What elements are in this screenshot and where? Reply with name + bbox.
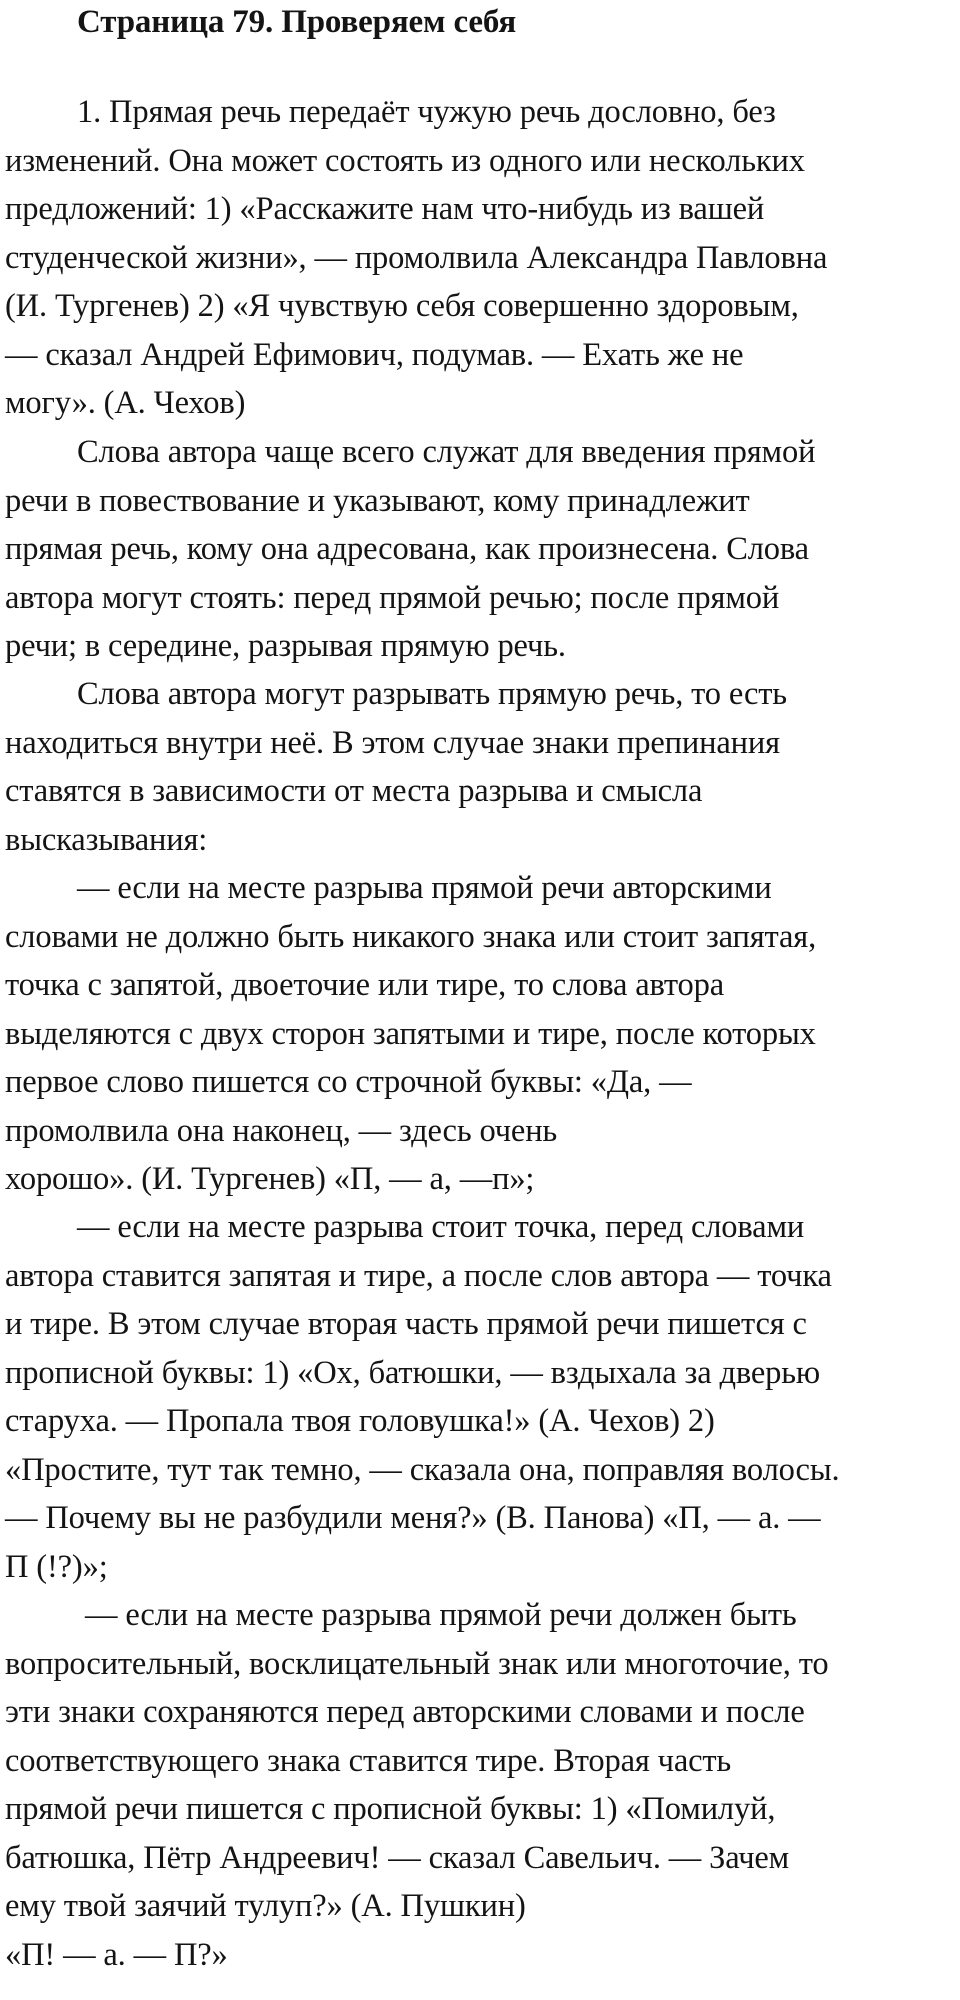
text-line: соответствующего знака ставится тире. Вторая часть xyxy=(5,1742,732,1779)
text-line: Слова автора чаще всего служат для введения прямой xyxy=(77,434,816,470)
text-line: студенческой жизни», — промолвила Александра Павловна xyxy=(5,239,828,276)
text-line: ставятся в зависимости от места разрыва и смысла xyxy=(5,773,703,809)
text-line: прямая речь, кому она адресована, как произнесена. Слова xyxy=(5,531,809,567)
text-line: первое слово пишется со строчной буквы: «Да, — xyxy=(5,1064,692,1100)
text-line: прямой речи пишется с прописной буквы: 1) «Помилуй, xyxy=(5,1791,776,1827)
text-line: — сказал Андрей Ефимович, подумав. — Ехать же не xyxy=(5,336,744,373)
paragraph-rule-question-exclamation xyxy=(5,1591,955,1979)
text-line: ему твой заячий тулуп?» (А. Пушкин) xyxy=(5,1888,526,1924)
text-line: — если на месте разрыва прямой речи авторскими xyxy=(77,870,772,906)
text-line: П (!?)»; xyxy=(5,1548,108,1585)
text-line: старуха. — Пропала твоя головушка!» (А. Чехов) 2) xyxy=(5,1403,715,1439)
text-line: прописной буквы: 1) «Ох, батюшки, — вздыхала за дверью xyxy=(5,1354,821,1391)
text-line: — Почему вы не разбудили меня?» (В. Панова) «П, — а. — xyxy=(5,1500,821,1536)
text-line: могу». (А. Чехов) xyxy=(5,385,246,421)
text-line: «П! — а. — П?» xyxy=(5,1936,228,1973)
text-line: словами не должно быть никакого знака или стоит запятая, xyxy=(5,918,817,955)
text-line: автора ставится запятая и тире, а после слов автора — точка xyxy=(5,1257,832,1294)
text-line: автора могут стоять: перед прямой речью; после прямой xyxy=(5,579,780,616)
text-line: предложений: 1) «Расскажите нам что-нибудь из вашей xyxy=(5,191,765,227)
text-line: 1. Прямая речь передаёт чужую речь дословно, без xyxy=(77,94,776,130)
text-line: батюшка, Пётр Андреевич! — сказал Савельич. — Зачем xyxy=(5,1839,790,1876)
text-line: выделяются с двух сторон запятыми и тире, после которых xyxy=(5,1015,816,1052)
text-line: Слова автора могут разрывать прямую речь, то есть xyxy=(77,676,787,712)
text-line: точка с запятой, двоеточие или тире, то слова автора xyxy=(5,967,724,1003)
paragraph-interrupted-speech xyxy=(5,670,955,864)
text-line: «Простите, тут так темно, — сказала она, поправляя волосы. xyxy=(5,1451,840,1488)
text-line: речи в повествование и указывают, кому принадлежит xyxy=(5,482,750,519)
text-line: — если на месте разрыва стоит точка, перед словами xyxy=(77,1209,805,1245)
text-line: изменений. Она может состоять из одного или нескольких xyxy=(5,142,805,179)
paragraph-rule-comma-dash xyxy=(5,864,955,1204)
text-line: высказывания: xyxy=(5,821,208,858)
text-line: эти знаки сохраняются перед авторскими словами и после xyxy=(5,1694,805,1730)
paragraph-rule-period xyxy=(5,1203,955,1591)
page-title: Страница 79. Проверяем себя xyxy=(77,4,517,40)
text-line: хорошо». (И. Тургенев) «П, — а, —п»; xyxy=(5,1161,535,1197)
text-line: (И. Тургенев) 2) «Я чувствую себя совершенно здоровым, xyxy=(5,288,799,324)
paragraph-author-words xyxy=(5,428,955,671)
text-line: промолвила она наконец, — здесь очень xyxy=(5,1112,558,1149)
text-line: — если на месте разрыва прямой речи должен быть xyxy=(85,1597,797,1633)
paragraph-direct-speech-definition xyxy=(5,88,955,428)
text-line: речи; в середине, разрывая прямую речь. xyxy=(5,628,566,664)
text-line: вопросительный, восклицательный знак или многоточие, то xyxy=(5,1645,829,1682)
text-line: и тире. В этом случае вторая часть прямой речи пишется с xyxy=(5,1306,807,1342)
text-line: находиться внутри неё. В этом случае знаки препинания xyxy=(5,724,780,761)
